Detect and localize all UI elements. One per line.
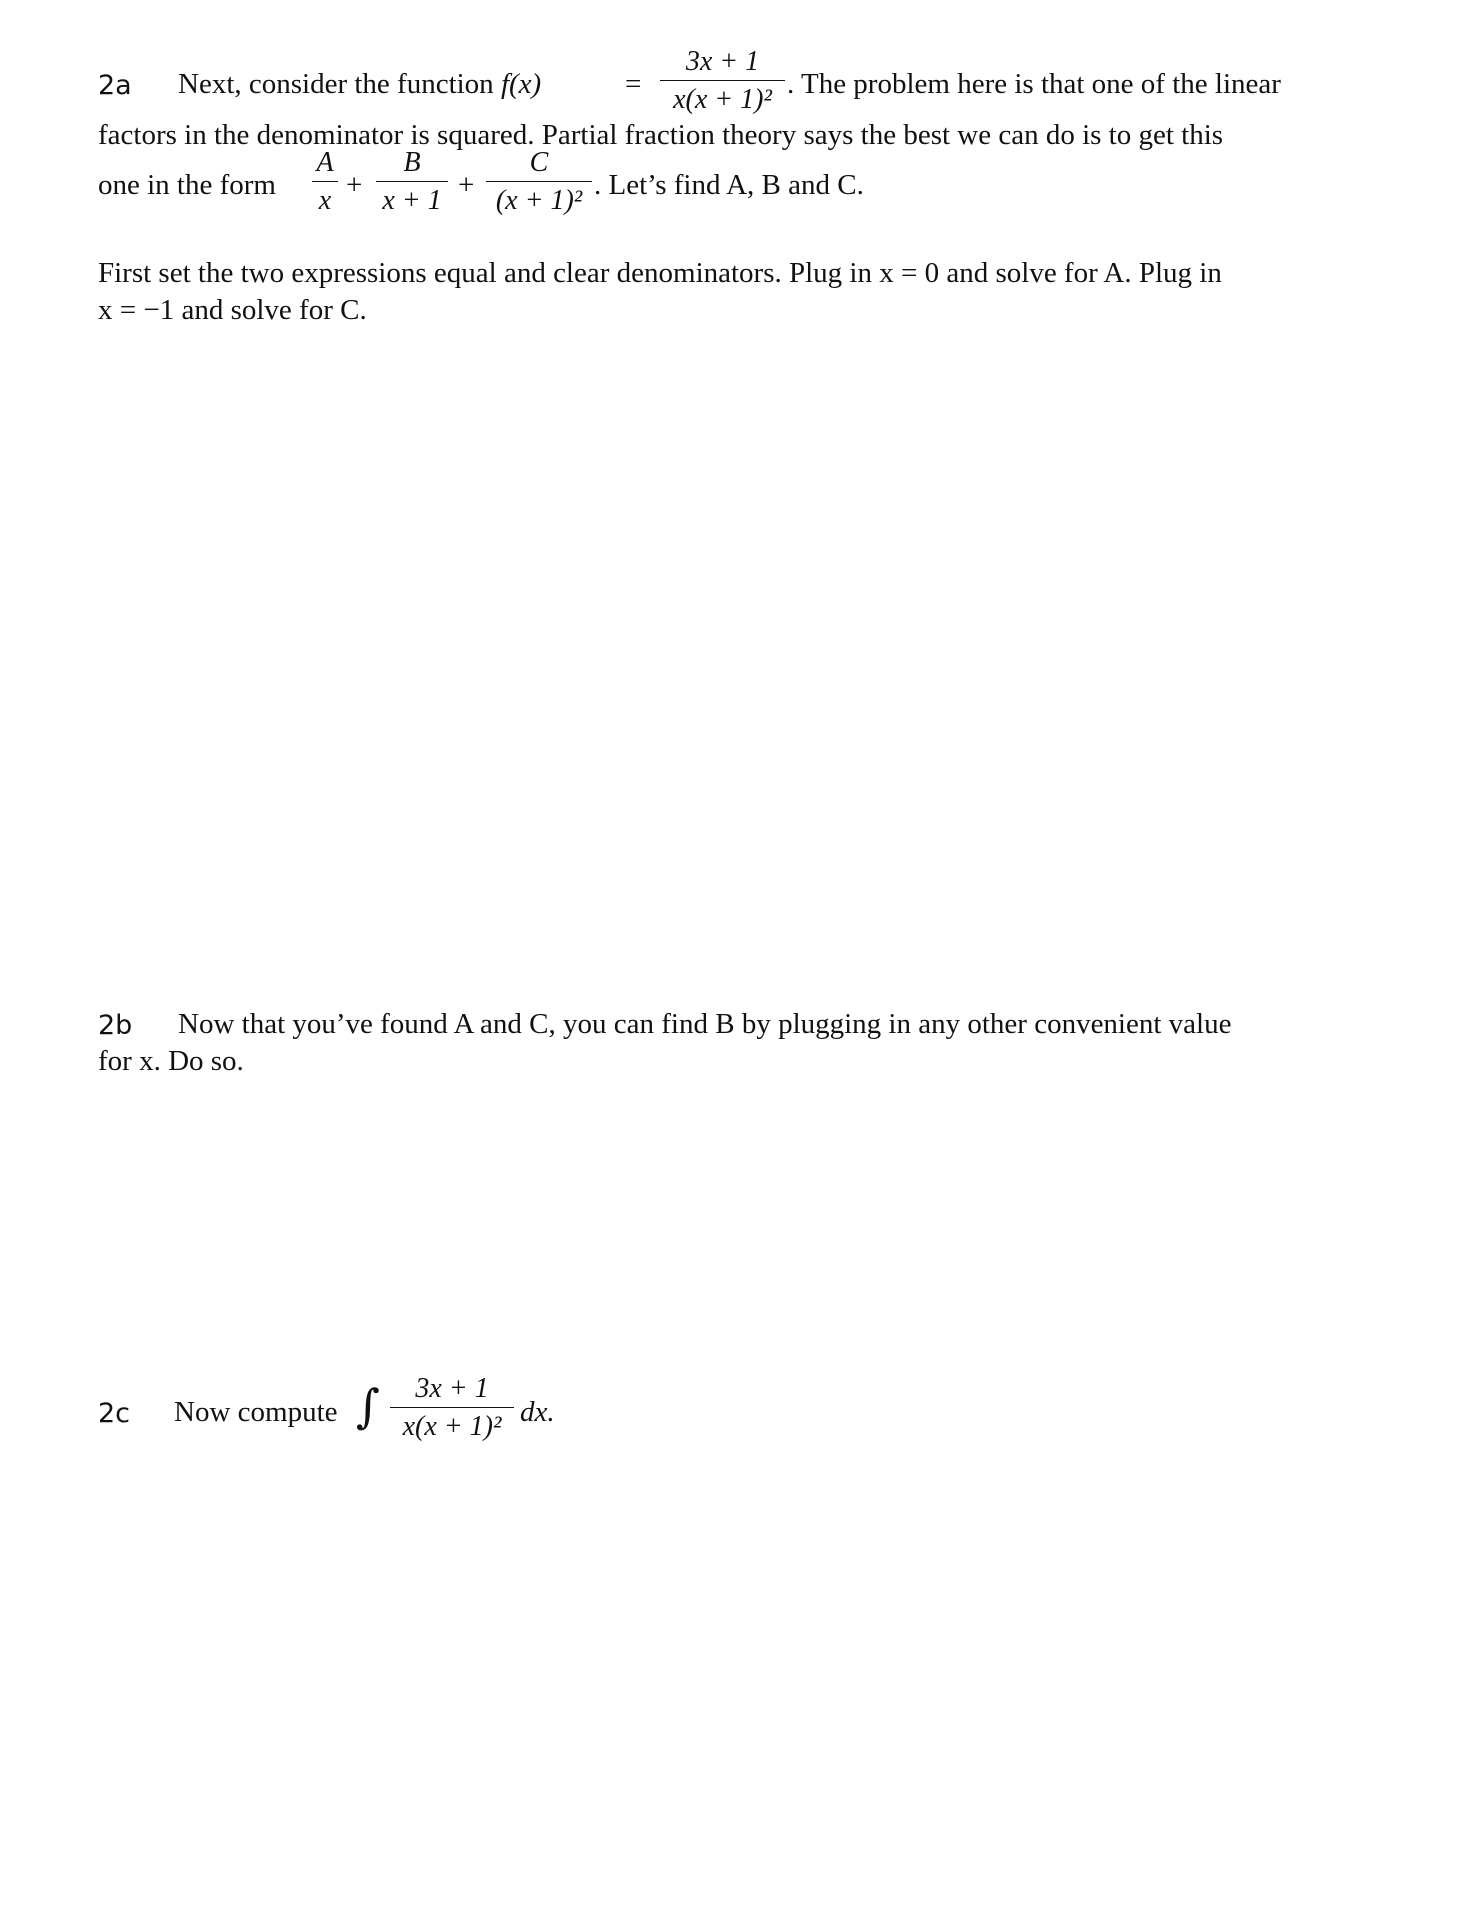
differential-dx: dx. [520, 1396, 555, 1428]
section-2a-line4: First set the two expressions equal and clear denominators. Plug in x = 0 and solve for A. Plug in [98, 257, 1222, 289]
section-2a-line1-end: . The problem here is that one of the linear [787, 68, 1281, 100]
fraction-bar [660, 80, 785, 81]
section-2a-line3-end: . Let’s find A, B and C. [594, 169, 864, 201]
section-2b-line2: for x. Do so. [98, 1045, 244, 1077]
partial-fraction-b-denominator: x + 1 [382, 185, 442, 216]
integral-sign: ∫ [356, 1379, 380, 1433]
plus-sign-1: + [346, 169, 363, 201]
integrand-bar [390, 1407, 514, 1408]
equals-sign: = [625, 68, 642, 100]
function-name: f(x) [500, 68, 542, 100]
section-label-2a: 2a [98, 70, 132, 101]
fraction-denominator: x(x + 1)² [673, 84, 772, 115]
partial-fraction-a-numerator: A [316, 147, 334, 178]
section-label-2c: 2c [98, 1398, 131, 1429]
section-2a-line5: x = −1 and solve for C. [98, 294, 367, 326]
partial-fraction-a-bar [312, 181, 338, 182]
integrand-fraction [390, 1375, 514, 1441]
partial-fraction-c-denominator: (x + 1)² [495, 185, 583, 216]
section-2b-line1: Now that you’ve found A and C, you can find B by plugging in any other convenient value [178, 1008, 1232, 1040]
integrand-denominator: x(x + 1)² [402, 1411, 502, 1442]
partial-fraction-a [312, 149, 338, 215]
function-fraction [660, 48, 785, 114]
section-2c-text: Now compute [174, 1396, 338, 1428]
plus-sign-2: + [458, 169, 475, 201]
partial-fraction-c-numerator: C [529, 147, 549, 178]
partial-fraction-c-bar [486, 181, 592, 182]
partial-fraction-c [486, 149, 592, 215]
fraction-numerator: 3x + 1 [685, 46, 760, 77]
partial-fraction-b-bar [376, 181, 448, 182]
section-2a-intro-text: Next, consider the function [178, 68, 501, 100]
section-2a-line1-start [178, 70, 541, 99]
integrand-numerator: 3x + 1 [415, 1373, 489, 1404]
partial-fraction-b-numerator: B [403, 147, 421, 178]
partial-fraction-b [376, 149, 448, 215]
partial-fraction-a-denominator: x [318, 185, 332, 216]
section-label-2b: 2b [98, 1010, 133, 1041]
section-2a-line2: factors in the denominator is squared. Partial fraction theory says the best we can do is to get this [98, 119, 1224, 151]
section-2a-line3-start: one in the form [98, 169, 276, 201]
